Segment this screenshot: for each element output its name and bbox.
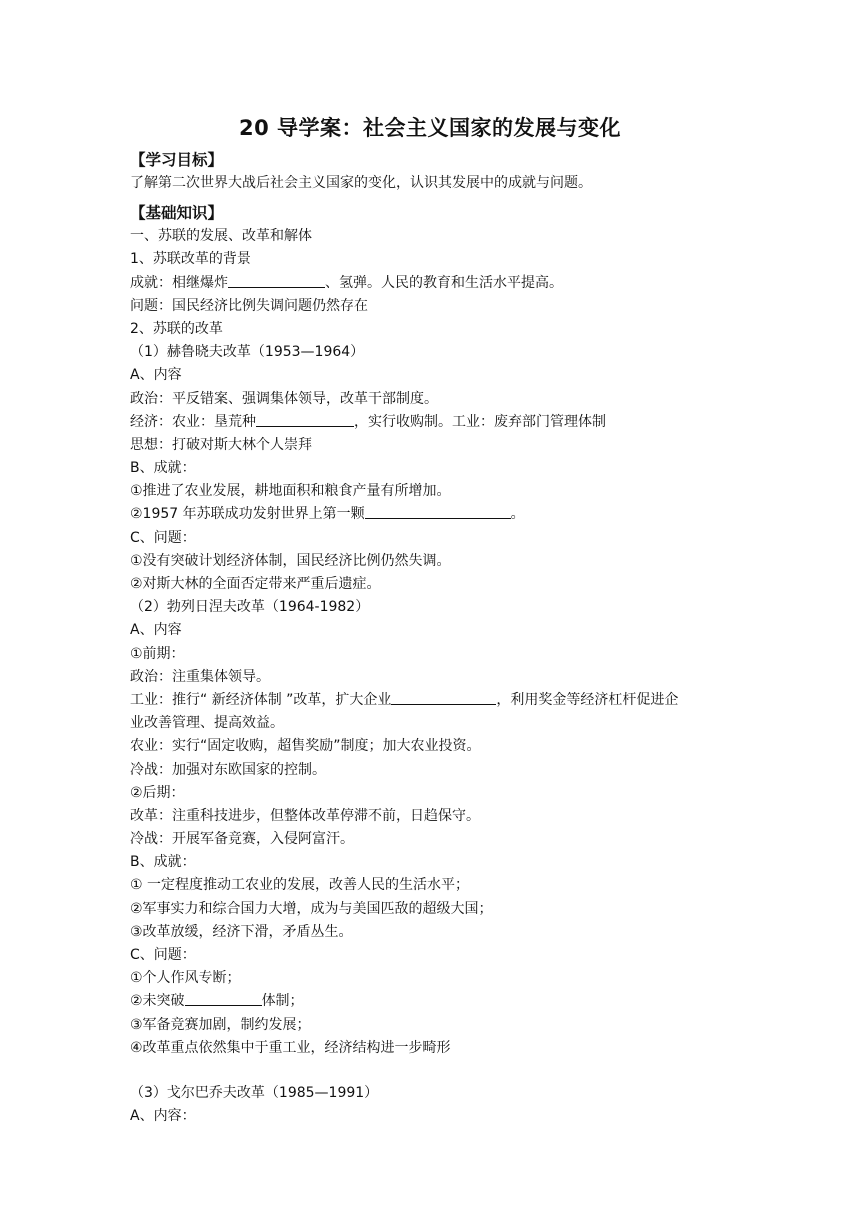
text-line: 冷战：开展军备竞赛，入侵阿富汗。 — [130, 831, 354, 848]
text-line: ④改革重点依然集中于重工业，经济结构进一步畸形 — [130, 1039, 451, 1056]
fill-blank[interactable] — [228, 273, 325, 288]
text-line: C、问题： — [130, 947, 196, 963]
text-line: 一、苏联的发展、改革和解体 — [130, 228, 312, 245]
text-line: ②1957 年苏联成功发射世界上第一颗 。 — [130, 506, 525, 523]
document-title: 20 导学案：社会主义国家的发展与变化 — [238, 116, 622, 140]
text-line: 成就：相继爆炸 、氢弹。人民的教育和生活水平提高。 — [130, 274, 563, 291]
text-line: 农业：实行“固定收购，超售奖励”制度；加大农业投资。 — [130, 738, 481, 755]
text-line: B、成就： — [130, 854, 196, 871]
text-line: 1、苏联改革的背景 — [130, 251, 251, 268]
text-line: B、成就： — [130, 460, 196, 477]
text-line: ②对斯大林的全面否定带来严重后遗症。 — [130, 576, 381, 592]
text-line: ①个人作风专断； — [130, 970, 241, 987]
fill-blank[interactable] — [185, 991, 262, 1006]
text-line: ③改革放缓，经济下滑，矛盾丛生。 — [130, 923, 353, 940]
text-line: ①推进了农业发展，耕地面积和粮食产量有所增加。 — [130, 483, 451, 500]
text-line: 政治：平反错案、强调集体领导，改革干部制度。 — [130, 390, 438, 407]
text-line: 业改善管理、提高效益。 — [130, 715, 284, 732]
text-line: （3）戈尔巴乔夫改革（1985—1991） — [130, 1084, 379, 1101]
section-heading-objectives: 【学习目标】 — [130, 151, 224, 169]
text-line: A、内容： — [130, 1108, 196, 1125]
text-line: 2、苏联的改革 — [130, 320, 223, 337]
text-line: 冷战：加强对东欧国家的控制。 — [130, 761, 326, 778]
text-line: 经济：农业：垦荒种 ，实行收购制。工业：废弃部门管理体制 — [130, 413, 606, 430]
text-line: 问题：国民经济比例失调问题仍然存在 — [130, 297, 368, 314]
text-line: ① 一定程度推动工农业的发展，改善人民的生活水平； — [130, 877, 469, 894]
text-line: ②未突破 体制； — [130, 993, 304, 1010]
text-line: ③军备竞赛加剧，制约发展； — [130, 1016, 311, 1033]
text-line: ②后期： — [130, 784, 185, 801]
text-line: A、内容 — [130, 367, 182, 384]
text-line: 改革：注重科技进步，但整体改革停滞不前，日趋保守。 — [130, 807, 480, 824]
text-line: ①没有突破计划经济体制，国民经济比例仍然失调。 — [130, 552, 451, 569]
text-line: （1）赫鲁晓夫改革（1953—1964） — [130, 344, 365, 361]
text-line: ②军事实力和综合国力大增，成为与美国匹敌的超级大国； — [130, 900, 493, 917]
fill-blank[interactable] — [391, 690, 496, 705]
section-heading-basics: 【基础知识】 — [130, 204, 224, 223]
objectives-text: 了解第二次世界大战后社会主义国家的变化，认识其发展中的成就与问题。 — [130, 175, 592, 191]
fill-blank[interactable] — [256, 412, 354, 427]
text-line: 政治：注重集体领导。 — [130, 668, 270, 685]
text-line: 工业：推行“ 新经济体制 ”改革，扩大企业 ，利用奖金等经济杠杆促进企 — [130, 691, 679, 708]
text-line: A、内容 — [130, 622, 182, 639]
fill-blank[interactable] — [365, 504, 511, 519]
document-body — [130, 148, 740, 1128]
text-line: 思想：打破对斯大林个人崇拜 — [130, 436, 312, 453]
text-line: C、问题： — [130, 529, 196, 546]
text-line: ①前期： — [130, 645, 185, 662]
text-line: （2）勃列日涅夫改革（1964-1982） — [130, 599, 370, 616]
